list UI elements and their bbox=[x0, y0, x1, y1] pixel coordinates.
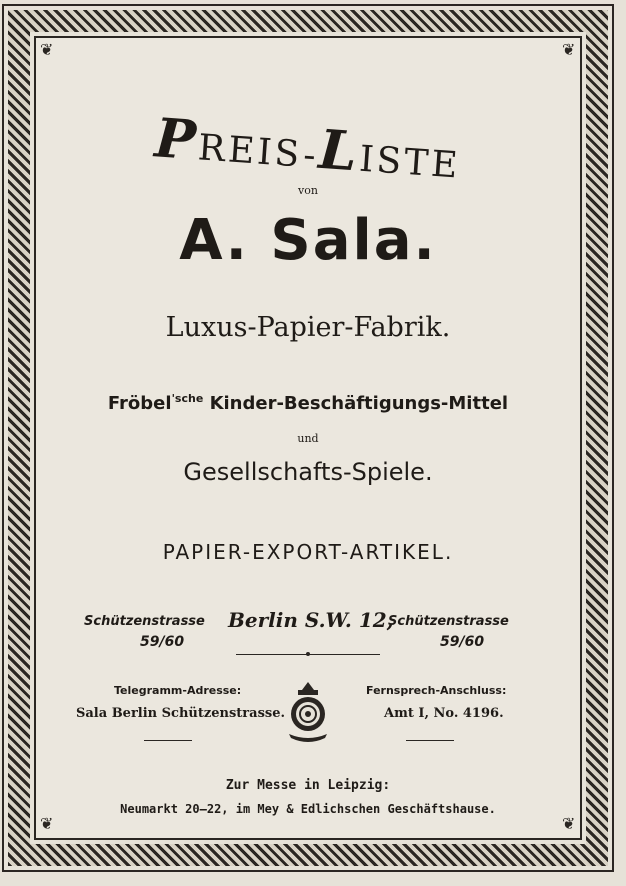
title-word1: REIS bbox=[196, 127, 305, 176]
divider-dot bbox=[306, 652, 310, 656]
phone-value: Amt I, No. 4196. bbox=[384, 706, 504, 721]
street-right: Schützenstrasse bbox=[388, 614, 509, 629]
von-text: von bbox=[298, 184, 318, 197]
subtitle-froebel-part1: Fröbel bbox=[107, 393, 172, 414]
firm-name: A. Sala. bbox=[179, 208, 437, 273]
title-initial-l: L bbox=[316, 116, 363, 184]
telegram-value: Sala Berlin Schützenstrasse. bbox=[76, 706, 286, 721]
title-initial-p: P bbox=[152, 105, 201, 173]
telegram-label: Telegramm-Adresse: bbox=[114, 684, 242, 697]
city: Berlin S.W. 12, bbox=[228, 608, 394, 632]
address-row bbox=[40, 608, 576, 658]
phone-rule bbox=[406, 740, 454, 741]
subtitle-froebel bbox=[40, 392, 576, 414]
und-text: und bbox=[297, 432, 319, 445]
number-right: 59/60 bbox=[440, 634, 485, 650]
subtitle-luxus: Luxus-Papier-Fabrik. bbox=[165, 312, 451, 343]
page-content bbox=[40, 40, 576, 836]
street-left: Schützenstrasse bbox=[84, 614, 205, 629]
crest-seal-icon bbox=[283, 680, 333, 746]
corner-ornament-icon: ❦ bbox=[40, 40, 54, 59]
telegram-rule bbox=[144, 740, 192, 741]
corner-ornament-icon: ❦ bbox=[40, 814, 54, 833]
phone-label: Fernsprech-Anschluss: bbox=[366, 684, 507, 697]
fair-line2: Neumarkt 20—22, im Mey & Edlichschen Geschäftshause. bbox=[120, 802, 496, 816]
fair-line1: Zur Messe in Leipzig: bbox=[225, 778, 391, 793]
number-left: 59/60 bbox=[140, 634, 185, 650]
subtitle-export: PAPIER-EXPORT-ARTIKEL. bbox=[162, 540, 454, 564]
title-dash: - bbox=[301, 134, 320, 177]
subtitle-froebel-part2: Kinder-Beschäftigungs-Mittel bbox=[203, 393, 509, 414]
corner-ornament-icon: ❦ bbox=[562, 814, 576, 833]
title-word2: ISTE bbox=[357, 138, 462, 187]
subtitle-froebel-sup: 'sche bbox=[171, 392, 204, 405]
subtitle-spiele: Gesellschafts-Spiele. bbox=[183, 458, 433, 486]
corner-ornament-icon: ❦ bbox=[562, 40, 576, 59]
